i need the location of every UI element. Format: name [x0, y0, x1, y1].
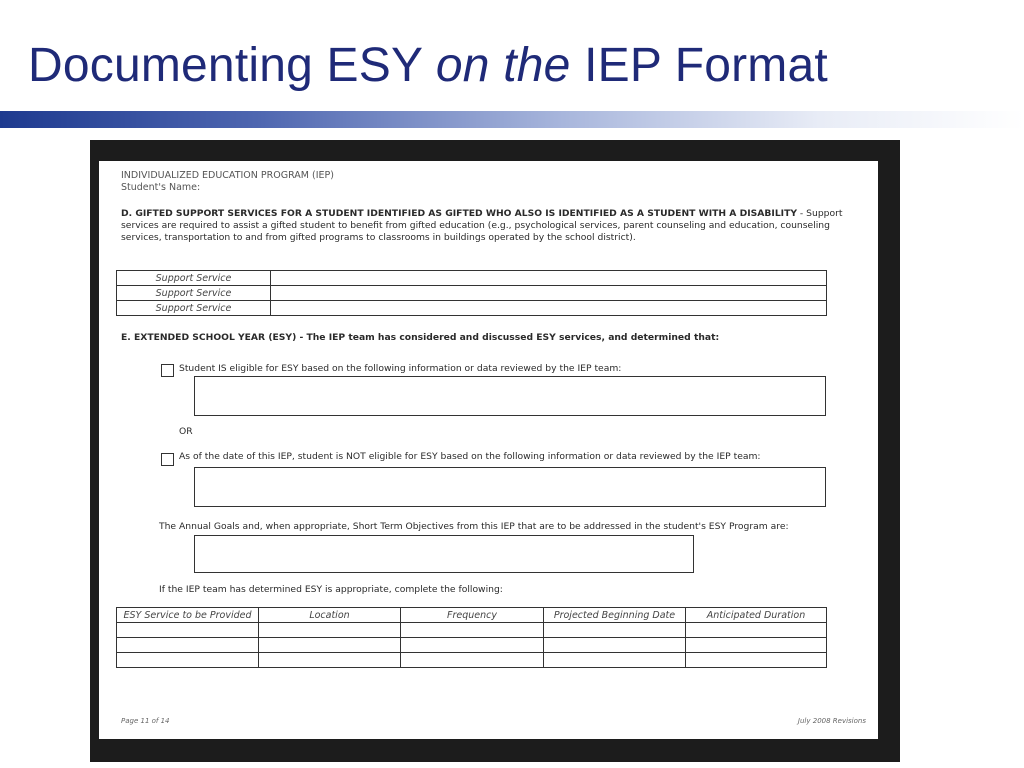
table-row — [117, 653, 827, 668]
esy-services-table — [116, 607, 827, 668]
table-row — [117, 638, 827, 653]
goals-box[interactable] — [194, 535, 694, 573]
table-cell[interactable] — [401, 653, 544, 668]
section-e-paragraph — [121, 332, 856, 344]
table-header-row — [117, 608, 827, 623]
table-cell[interactable] — [117, 623, 259, 638]
support-service-table — [116, 270, 827, 316]
title-gradient-rule — [0, 111, 1024, 128]
footer-revision-date: July 2008 Revisions — [797, 717, 866, 725]
footer-page-number: Page 11 of 14 — [121, 717, 170, 725]
table-cell[interactable] — [686, 623, 827, 638]
col-header-duration: Anticipated Duration — [686, 608, 827, 623]
table-cell[interactable] — [686, 638, 827, 653]
complete-label: If the IEP team has determined ESY is appropriate, complete the following: — [159, 584, 503, 595]
support-service-field[interactable] — [271, 271, 827, 286]
title-part1: Documenting ESY — [28, 39, 436, 92]
table-row — [117, 286, 827, 301]
table-cell[interactable] — [401, 623, 544, 638]
title-part2: IEP Format — [570, 39, 828, 92]
table-cell[interactable] — [117, 638, 259, 653]
eligible-label: Student IS eligible for ESY based on the following information or data reviewed by the IEP team: — [179, 363, 622, 374]
table-cell[interactable] — [544, 653, 686, 668]
table-cell[interactable] — [686, 653, 827, 668]
table-cell[interactable] — [401, 638, 544, 653]
support-service-field[interactable] — [271, 286, 827, 301]
form-student-name-label: Student's Name: — [121, 182, 201, 193]
col-header-frequency: Frequency — [401, 608, 544, 623]
support-service-label: Support Service — [117, 271, 271, 286]
title-italic: on the — [435, 39, 571, 92]
goals-label: The Annual Goals and, when appropriate, Short Term Objectives from this IEP that are to be addressed in the student's ESY Program are: — [159, 521, 789, 532]
col-header-location: Location — [259, 608, 401, 623]
section-d-heading: D. GIFTED SUPPORT SERVICES FOR A STUDENT IDENTIFIED AS GIFTED WHO ALSO IS IDENTIFIED AS A STUDENT WITH A DISABILITY — [121, 208, 798, 219]
section-e-text: - The IEP team has considered and discussed ESY services, and determined that: — [296, 332, 720, 343]
col-header-beginning-date: Projected Beginning Date — [544, 608, 686, 623]
table-cell[interactable] — [259, 623, 401, 638]
iep-form-page — [99, 161, 878, 739]
section-d-text: - Support services are required to assist a gifted student to benefit from gifted education (e.g., psychological services, parent counseling and education, counseling services, transportation to and from gifted programs to classrooms in buildings operated by the school district). — [121, 208, 843, 243]
or-label: OR — [179, 426, 193, 437]
table-cell[interactable] — [117, 653, 259, 668]
table-cell[interactable] — [544, 623, 686, 638]
eligible-info-box[interactable] — [194, 376, 826, 416]
section-d-paragraph — [121, 208, 856, 244]
eligible-checkbox[interactable] — [161, 364, 174, 377]
table-cell[interactable] — [544, 638, 686, 653]
support-service-field[interactable] — [271, 301, 827, 316]
col-header-service: ESY Service to be Provided — [117, 608, 259, 623]
section-e-heading: E. EXTENDED SCHOOL YEAR (ESY) — [121, 332, 297, 343]
support-service-label: Support Service — [117, 286, 271, 301]
support-service-label: Support Service — [117, 301, 271, 316]
table-cell[interactable] — [259, 653, 401, 668]
table-row — [117, 271, 827, 286]
table-row — [117, 623, 827, 638]
not-eligible-checkbox[interactable] — [161, 453, 174, 466]
slide-title — [28, 38, 828, 93]
table-row — [117, 301, 827, 316]
not-eligible-info-box[interactable] — [194, 467, 826, 507]
table-cell[interactable] — [259, 638, 401, 653]
form-header-title: INDIVIDUALIZED EDUCATION PROGRAM (IEP) — [121, 170, 334, 181]
not-eligible-label: As of the date of this IEP, student is NOT eligible for ESY based on the following information or data reviewed by the IEP team: — [179, 451, 761, 462]
